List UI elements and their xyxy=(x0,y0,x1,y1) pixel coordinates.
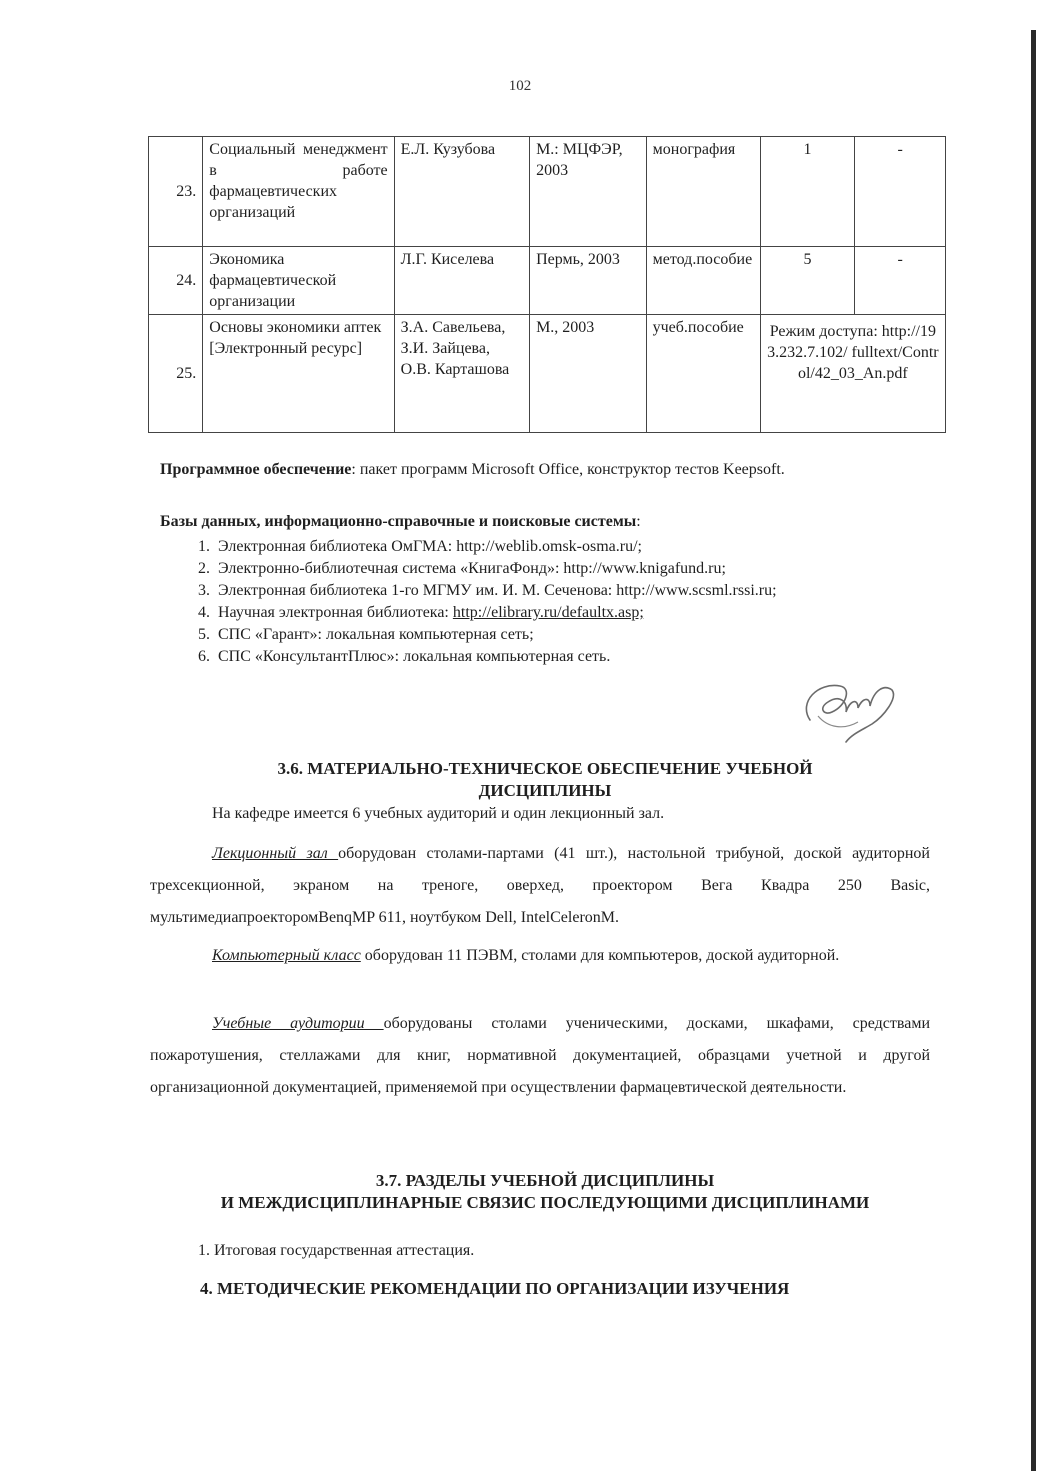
book-kind: метод.пособие xyxy=(646,247,760,315)
book-author: Е.Л. Кузубова xyxy=(394,137,529,247)
software-label: Программное обеспечение xyxy=(160,461,352,478)
row-number: 25. xyxy=(149,315,203,433)
other-copies: - xyxy=(855,247,946,315)
book-publisher: М.: МЦФЭР, 2003 xyxy=(530,137,647,247)
section-3-6-heading: 3.6. МАТЕРИАЛЬНО-ТЕХНИЧЕСКОЕ ОБЕСПЕЧЕНИЕ УЧЕБНОЙ ДИСЦИПЛИНЫ xyxy=(277,759,813,800)
databases-label: Базы данных, информационно-справочные и поисковые системы xyxy=(160,513,637,530)
list-item: 5. СПС «Гарант»: локальная компьютерная сеть; xyxy=(214,624,974,646)
book-publisher: Пермь, 2003 xyxy=(530,247,647,315)
list-item: 3. Электронная библиотека 1-го МГМУ им. И. М. Сеченова: http://www.scsml.rssi.ru; xyxy=(214,580,974,602)
list-item: 6. СПС «КонсультантПлюс»: локальная компьютерная сеть. xyxy=(214,646,974,668)
section-4-heading: 4. МЕТОДИЧЕСКИЕ РЕКОМЕНДАЦИИ ПО ОРГАНИЗАЦИИ ИЗУЧЕНИЯ xyxy=(200,1279,790,1298)
section-3-6-intro: На кафедре имеется 6 учебных аудиторий и один лекционный зал. xyxy=(212,805,665,822)
databases-heading xyxy=(160,512,934,532)
handwritten-signature xyxy=(788,672,908,752)
list-item: 1. Электронная библиотека ОмГМА: http://weblib.omsk-osma.ru/; xyxy=(214,536,974,558)
lecture-hall-label: Лекционный зал xyxy=(212,845,339,862)
elibrary-link[interactable]: http://elibrary.ru/defaultx.asp; xyxy=(452,604,644,621)
book-kind: учеб.пособие xyxy=(646,315,760,433)
bibliography-table xyxy=(148,136,946,433)
book-title: Основы экономики аптек [Электронный ресурс] xyxy=(203,315,394,433)
classrooms-paragraph: Учебные аудитории оборудованы столами ученическими, досками, шкафами, средствами пожаротушения, стеллажами для книг, нормативной документацией, образцами учетной и другой организационной документацией, применяемой при осуществлении фармацевтической деятельности. xyxy=(150,1015,931,1096)
computer-class-paragraph: Компьютерный класс оборудован 11 ПЭВМ, столами для компьютеров, доской аудиторной. xyxy=(212,947,840,964)
list-item: 4. Научная электронная библиотека: http://elibrary.ru/defaultx.asp; xyxy=(214,602,974,624)
copies-count: 5 xyxy=(760,247,855,315)
online-access: Режим доступа: http://193.232.7.102/ fulltext/Control/42_03_An.pdf xyxy=(760,315,945,433)
scan-edge-bar xyxy=(1031,30,1036,1471)
page-number: 102 xyxy=(508,78,532,94)
databases-colon: : xyxy=(636,513,641,530)
table-row xyxy=(149,247,946,315)
list-item: 2. Электронно-библиотечная система «КнигаФонд»: http://www.knigafund.ru; xyxy=(214,558,974,580)
book-author: З.А. Савельева, З.И. Зайцева, О.В. Карташова xyxy=(394,315,529,433)
databases-list xyxy=(180,536,974,668)
row-number: 23. xyxy=(149,137,203,247)
table-row xyxy=(149,315,946,433)
software-paragraph xyxy=(160,460,934,480)
book-title: Экономика фармацевтической организации xyxy=(203,247,394,315)
book-author: Л.Г. Киселева xyxy=(394,247,529,315)
row-number: 24. xyxy=(149,247,203,315)
classrooms-label: Учебные аудитории xyxy=(212,1015,384,1032)
software-text: : пакет программ Microsoft Office, конструктор тестов Keepsoft. xyxy=(351,461,785,478)
list-item: 1. Итоговая государственная аттестация. xyxy=(214,1240,474,1262)
computer-class-label: Компьютерный класс xyxy=(212,947,361,964)
copies-count: 1 xyxy=(760,137,855,247)
other-copies: - xyxy=(855,137,946,247)
section-3-7-list xyxy=(180,1240,474,1262)
book-title: Социальный менеджмент в работе фармацевтических организаций xyxy=(203,137,394,247)
table-row xyxy=(149,137,946,247)
book-kind: монография xyxy=(646,137,760,247)
book-publisher: М., 2003 xyxy=(530,315,647,433)
section-3-7-heading: 3.7. РАЗДЕЛЫ УЧЕБНОЙ ДИСЦИПЛИНЫ И МЕЖДИСЦИПЛИНАРНЫЕ СВЯЗИС ПОСЛЕДУЮЩИМИ ДИСЦИПЛИНАМИ xyxy=(220,1171,870,1212)
lecture-hall-paragraph: Лекционный зал оборудован столами-партами (41 шт.), настольной трибуной, доской аудиторной трехсекционной, экраном на треноге, оверхед, проектором Вега Квадра 250 Basic, мультимедиапроекторомBenqMP 611, ноутбуком Dell, IntelCeleronM. xyxy=(150,845,930,926)
